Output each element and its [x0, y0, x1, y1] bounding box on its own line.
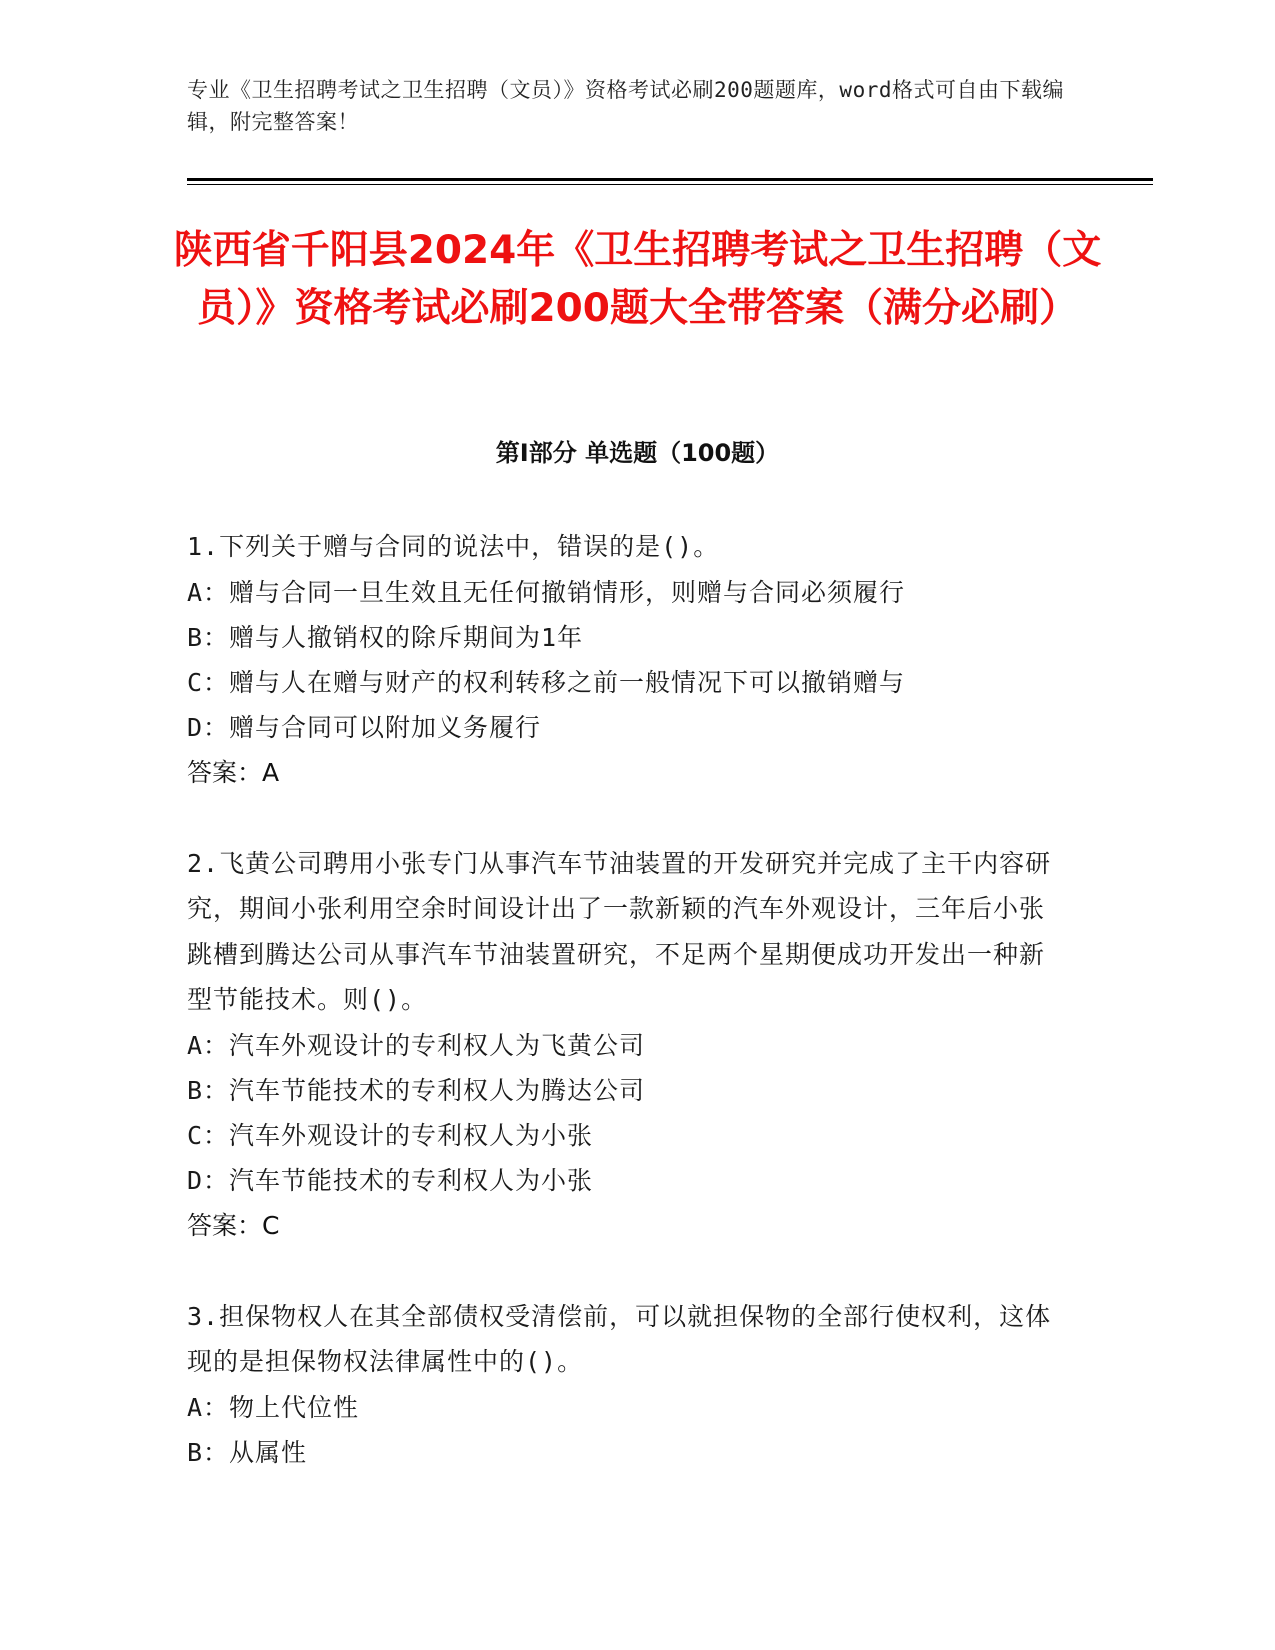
question-stem: 1.下列关于赠与合同的说法中，错误的是()。 — [187, 532, 720, 561]
option-d: D：汽车节能技术的专利权人为小张 — [187, 1165, 594, 1195]
header-divider-thick — [187, 178, 1153, 181]
question-2 — [187, 841, 1067, 1248]
option-b: B：从属性 — [187, 1437, 308, 1467]
option-d: D：赠与合同可以附加义务履行 — [187, 712, 542, 742]
option-a: A：赠与合同一旦生效且无任何撤销情形，则赠与合同必须履行 — [187, 577, 906, 607]
option-a: A：汽车外观设计的专利权人为飞黄公司 — [187, 1030, 646, 1060]
option-a: A：物上代位性 — [187, 1392, 360, 1422]
answer-line: 答案：C — [187, 1210, 280, 1240]
header-divider-thin — [187, 184, 1153, 185]
option-b: B：汽车节能技术的专利权人为腾达公司 — [187, 1075, 646, 1105]
header-note: 专业《卫生招聘考试之卫生招聘（文员）》资格考试必刷200题题库，word格式可自由下载编辑，附完整答案！ — [187, 78, 1064, 134]
question-3 — [187, 1294, 1067, 1475]
question-stem: 3.担保物权人在其全部债权受清偿前，可以就担保物的全部行使权利，这体现的是担保物权法律属性中的()。 — [187, 1301, 1052, 1376]
answer-line: 答案：A — [187, 757, 280, 787]
option-c: C：汽车外观设计的专利权人为小张 — [187, 1120, 594, 1150]
question-stem: 2.飞黄公司聘用小张专门从事汽车节油装置的开发研究并完成了主干内容研究，期间小张利用空余时间设计出了一款新颖的汽车外观设计，三年后小张跳槽到腾达公司从事汽车节油装置研究，不足两个星期便成功开发出一种新型节能技术。则()。 — [187, 848, 1052, 1014]
section-title: 第Ⅰ部分 单选题（100题） — [495, 439, 780, 467]
document-title: 陕西省千阳县2024年《卫生招聘考试之卫生招聘（文员）》资格考试必刷200题大全带答案（满分必刷） — [173, 228, 1102, 331]
question-list — [187, 524, 1067, 1521]
option-c: C：赠与人在赠与财产的权利转移之前一般情况下可以撤销赠与 — [187, 667, 906, 697]
option-b: B：赠与人撤销权的除斥期间为1年 — [187, 622, 584, 652]
question-1 — [187, 524, 1067, 795]
